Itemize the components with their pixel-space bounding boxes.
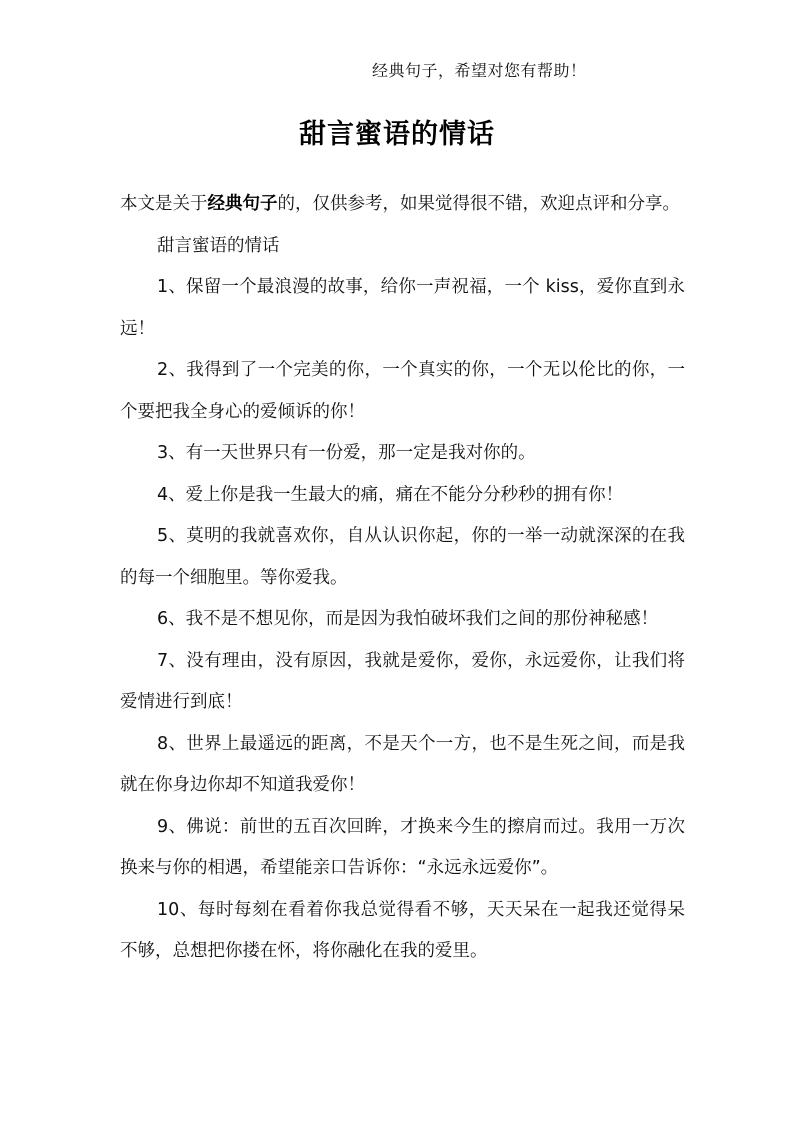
list-item: 10、每时每刻在看着你我总觉得看不够，天天呆在一起我还觉得呆不够，总想把你搂在怀，将你融化在我的爱里。 — [120, 899, 685, 961]
intro-before: 本文是关于 — [120, 194, 208, 214]
list-item: 2、我得到了一个完美的你，一个真实的你，一个无以伦比的你，一个要把我全身心的爱倾诉的你！ — [120, 360, 685, 422]
list-item: 4、爱上你是我一生最大的痛，痛在不能分分秒秒的拥有你！ — [157, 484, 624, 505]
list-item: 3、有一天世界只有一份爱，那一定是我对你的。 — [157, 443, 536, 463]
intro-paragraph — [120, 184, 685, 226]
list-item: 1、保留一个最浪漫的故事，给你一声祝福，一个 kiss，爱你直到永远！ — [120, 277, 685, 339]
list-item: 9、佛说：前世的五百次回眸，才换来今生的擦肩而过。我用一万次换来与你的相遇，希望能亲口告诉你：“永远永远爱你”。 — [120, 816, 685, 878]
header-note: 经典句子，希望对您有帮助！ — [372, 61, 587, 80]
document-body — [120, 184, 685, 973]
list-item: 6、我不是不想见你，而是因为我怕破坏我们之间的那份神秘感！ — [157, 609, 659, 629]
list-item: 7、没有理由，没有原因，我就是爱你，爱你，永远爱你，让我们将爱情进行到底！ — [120, 650, 685, 712]
document-title: 甜言蜜语的情话 — [299, 119, 495, 150]
section-subtitle: 甜言蜜语的情话 — [157, 235, 280, 256]
intro-keyword: 经典句子 — [207, 194, 278, 214]
list-item: 5、莫明的我就喜欢你，自从认识你起，你的一举一动就深深的在我的每一个细胞里。等你爱我。 — [120, 526, 685, 588]
intro-after: 的，仅供参考，如果觉得很不错，欢迎点评和分享。 — [277, 194, 680, 214]
list-item: 8、世界上最遥远的距离，不是天个一方，也不是生死之间，而是我就在你身边你却不知道我爱你！ — [120, 733, 685, 795]
